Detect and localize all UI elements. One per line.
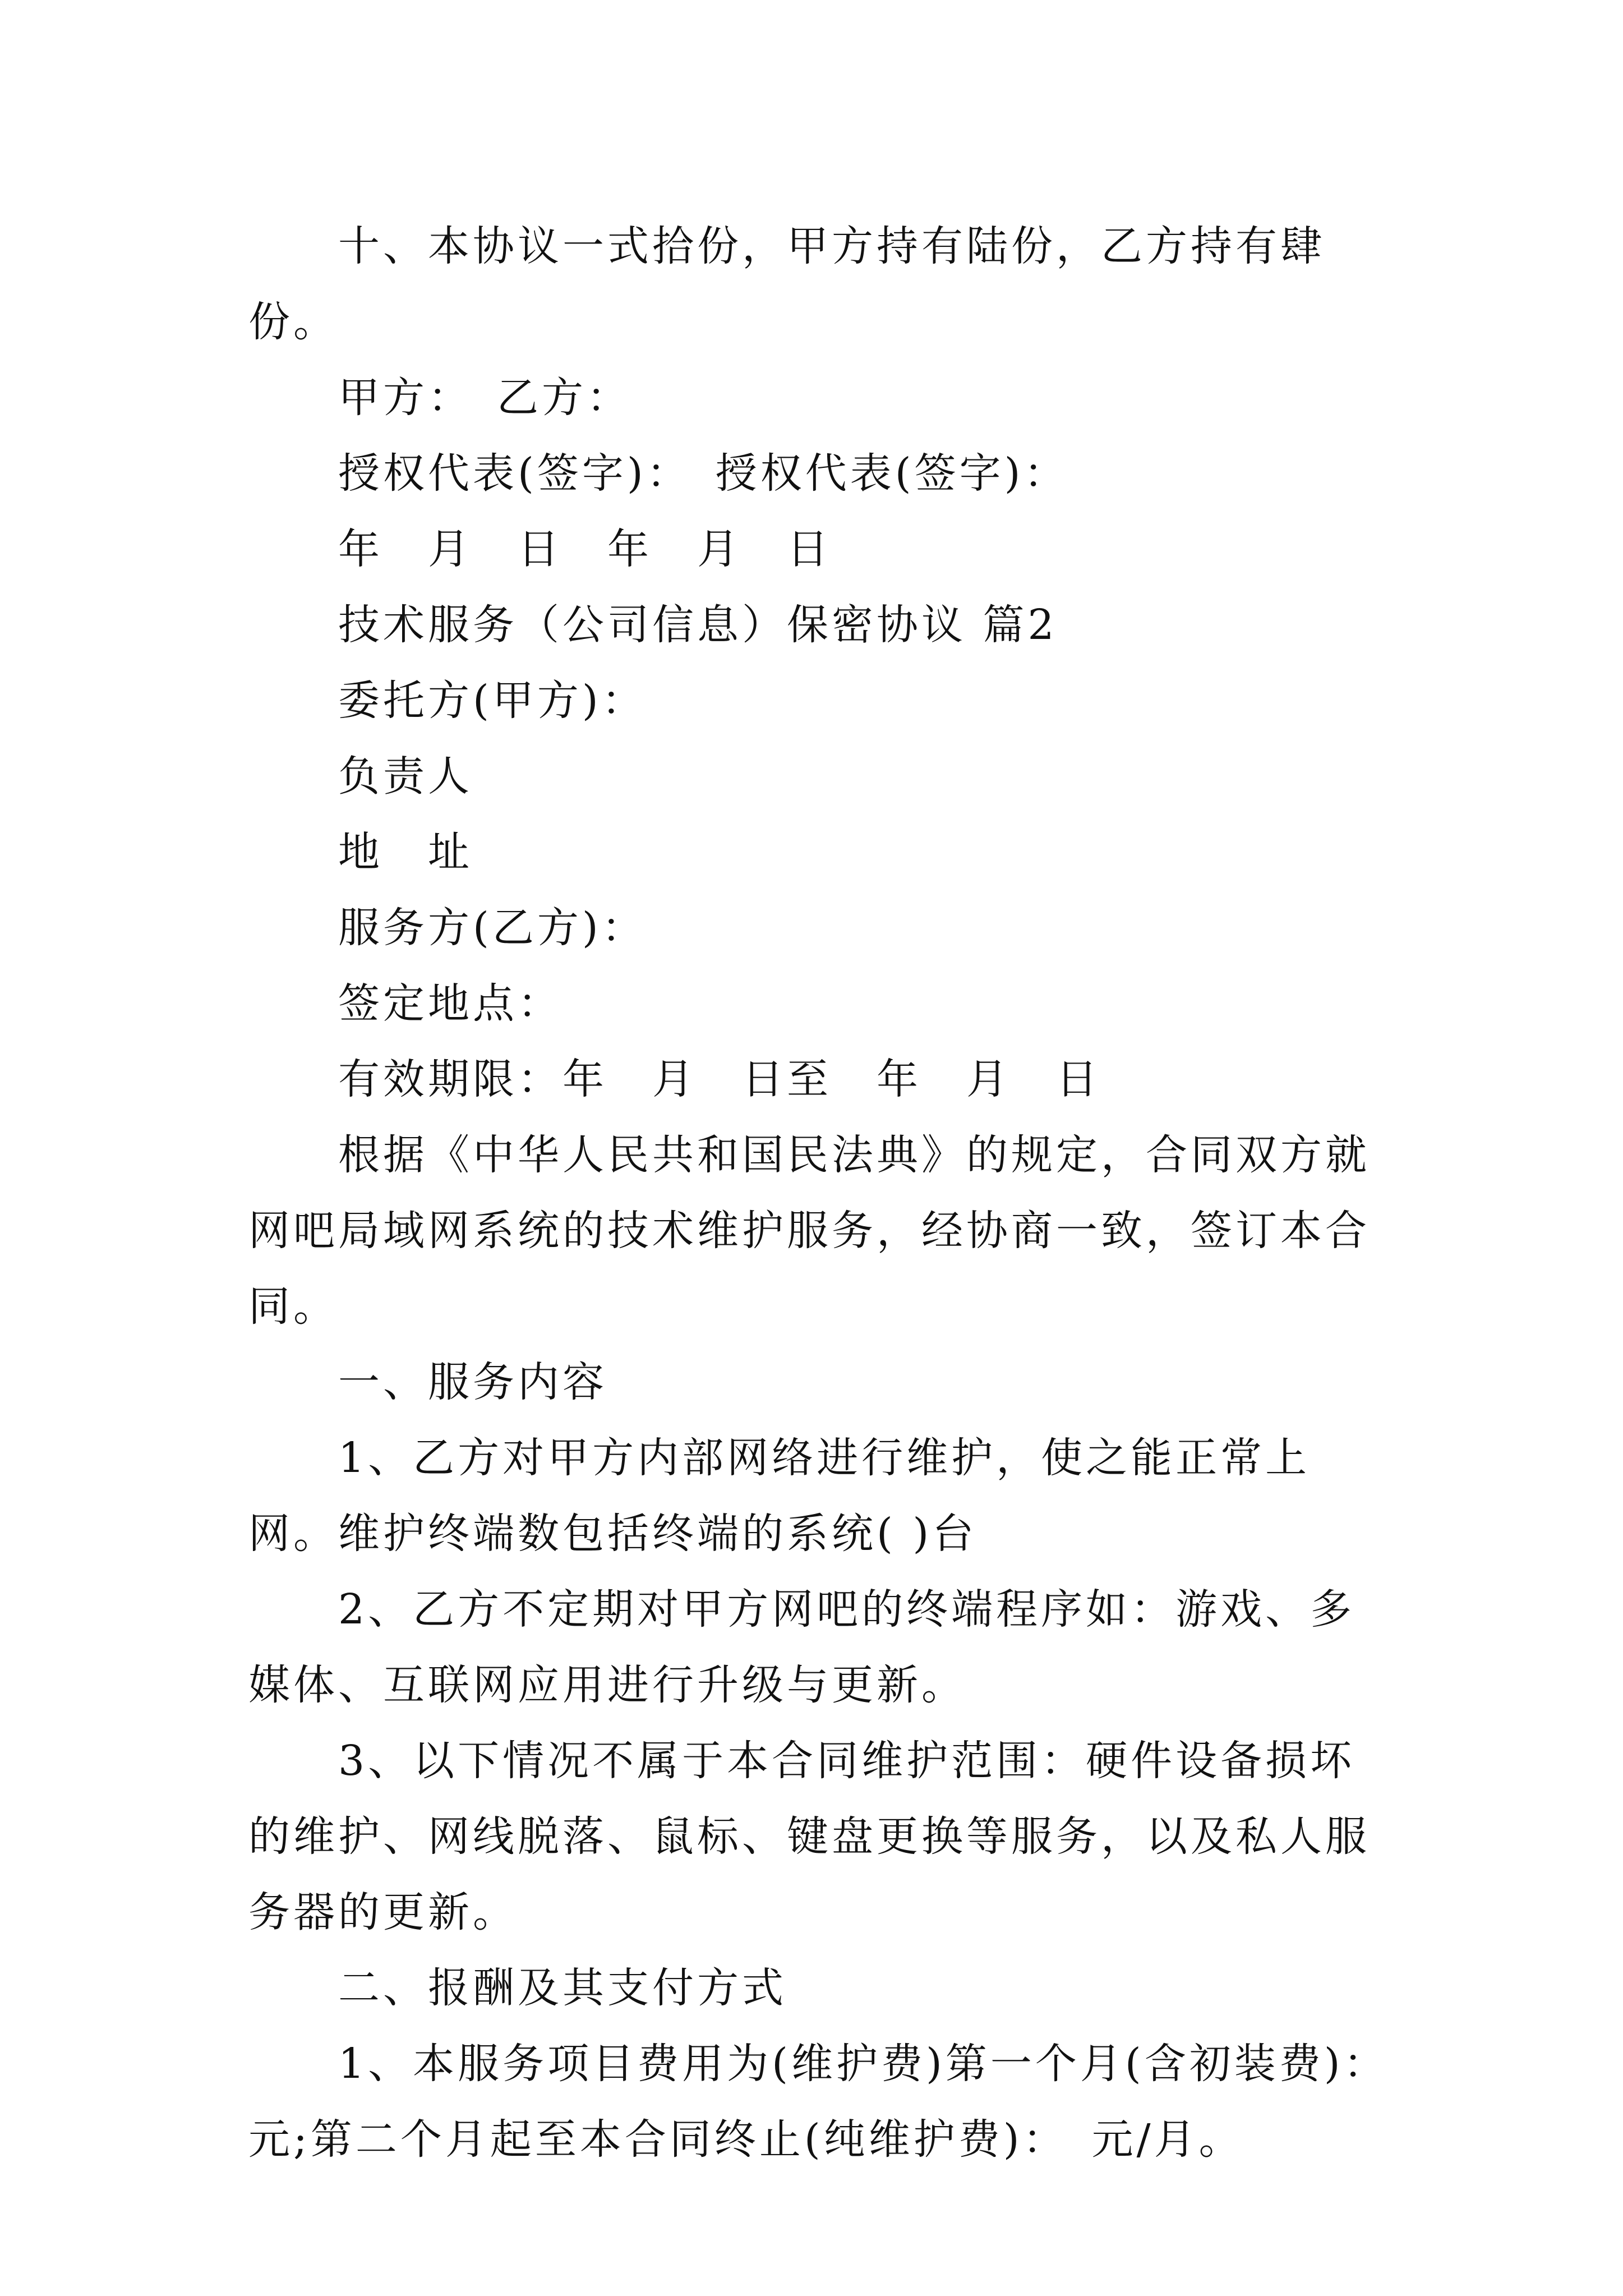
service-item-2: 2、乙方不定期对甲方网吧的终端程序如：游戏、多媒体、互联网应用进行升级与更新。	[248, 1585, 1355, 1709]
provider-field: 服务方(乙方)：	[338, 904, 647, 952]
service-content-heading: 一、服务内容	[338, 1358, 607, 1406]
clause-copies: 十、本协议一式拾份，甲方持有陆份，乙方持有肆份。	[248, 222, 1325, 346]
client-field: 委托方(甲方)：	[338, 677, 647, 725]
service-item-3: 3、以下情况不属于本合同维护范围：硬件设备损坏的维护、网线脱落、鼠标、键盘更换等服务，以及私人服务器的更新。	[248, 1737, 1370, 1936]
document-body	[248, 209, 1398, 2178]
service-item-1: 1、乙方对甲方内部网络进行维护，使之能正常上网。维护终端数包括终端的系统( )台	[248, 1434, 1311, 1558]
signature-dates: 年 月 日 年 月 日	[338, 525, 832, 573]
signing-place-field: 签定地点：	[338, 979, 562, 1028]
payment-heading: 二、报酬及其支付方式	[338, 1964, 787, 2012]
address-field: 地 址	[338, 828, 473, 876]
preamble-paragraph: 根据《中华人民共和国民法典》的规定，合同双方就网吧局域网系统的技术维护服务，经协商一致，签订本合同。	[248, 1131, 1370, 1331]
section-heading: 技术服务（公司信息）保密协议 篇2	[338, 601, 1058, 649]
party-labels: 甲方： 乙方：	[338, 374, 631, 422]
responsible-person-field: 负责人	[338, 752, 473, 800]
signature-labels: 授权代表(签字)： 授权代表(签字)：	[338, 449, 1069, 498]
payment-item-1: 1、本服务项目费用为(维护费)第一个月(含初装费)：元;第二个月起至本合同终止(纯维护费)： 元/月。	[248, 2040, 1389, 2164]
validity-period-field: 有效期限：年 月 日至 年 月 日	[338, 1055, 1101, 1103]
